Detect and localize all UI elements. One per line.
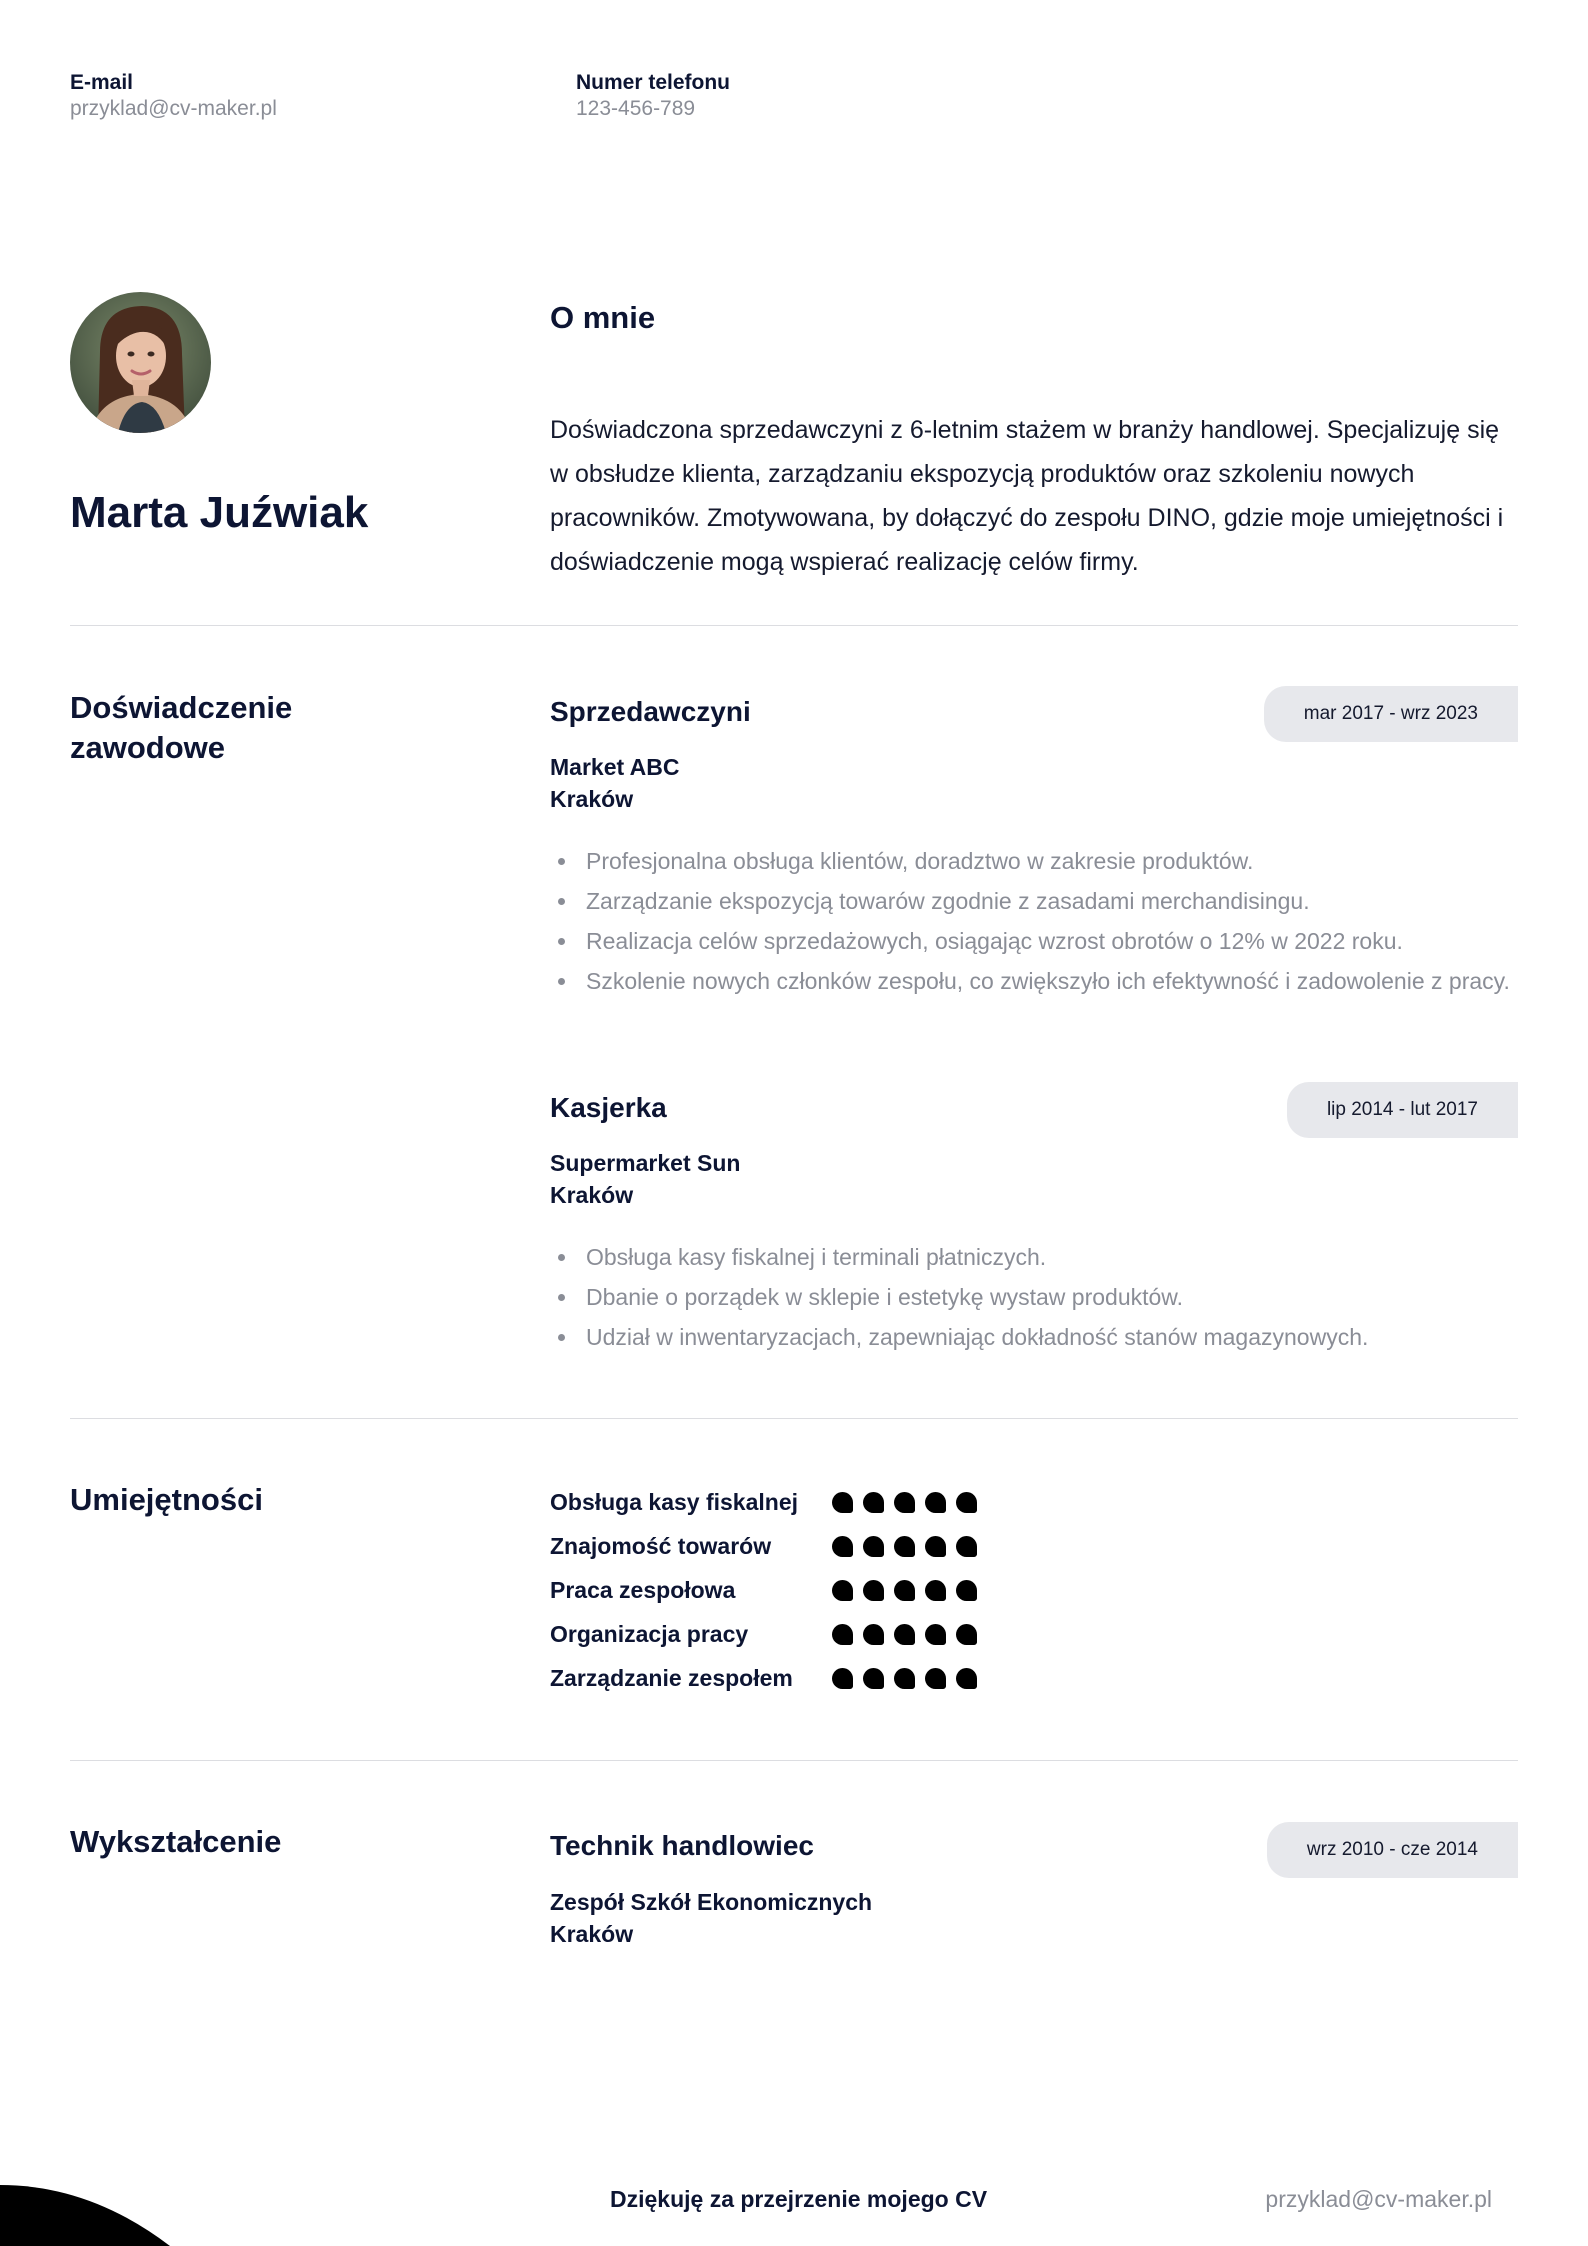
section-divider (70, 1760, 1518, 1761)
degree-title: Technik handlowiec (550, 1830, 814, 1861)
skill-dot (894, 1624, 915, 1645)
job-company (550, 1147, 740, 1211)
skill-row (550, 1656, 977, 1700)
skill-rating (832, 1624, 977, 1645)
skill-dot (832, 1536, 853, 1557)
list-item: Udział w inwentaryzacjach, zapewniając dokładność stanów magazynowych. (586, 1317, 1526, 1357)
school-city: Kraków (550, 1921, 634, 1947)
skill-rating (832, 1580, 977, 1601)
school-name: Zespół Szkół Ekonomicznych (550, 1889, 873, 1915)
skills-list (550, 1480, 977, 1700)
candidate-name: Marta Juźwiak (70, 488, 369, 537)
skill-dot (925, 1580, 946, 1601)
decorative-blob (0, 2185, 170, 2246)
experience-heading (70, 688, 292, 768)
about-text: Doświadczona sprzedawczyni z 6-letnim stażem w branży handlowej. Specjalizuję się w obsłudze klienta, zarządzaniu ekspozycją produktów oraz szkoleniu nowych pracowników. Zmotywowana, by dołączyć do zespołu DINO, gdzie moje umiejętności i doświadczenie mogą wspierać realizację celów firmy. (550, 416, 1504, 576)
skill-name: Znajomość towarów (550, 1532, 772, 1559)
list-item: Obsługa kasy fiskalnej i terminali płatniczych. (586, 1237, 1526, 1277)
school-info (550, 1886, 872, 1950)
skill-rating (832, 1668, 977, 1689)
list-item: Szkolenie nowych członków zespołu, co zwiększyło ich efektywność i zadowolenie z pracy. (586, 961, 1526, 1001)
skill-dot (894, 1580, 915, 1601)
skills-heading: Umiejętności (70, 1482, 263, 1517)
skill-name: Organizacja pracy (550, 1620, 749, 1647)
section-divider (70, 1418, 1518, 1419)
list-item: Realizacja celów sprzedażowych, osiągając wzrost obrotów o 12% w 2022 roku. (586, 921, 1526, 961)
job-duties-list (550, 1237, 1526, 1357)
skill-dot (863, 1580, 884, 1601)
skill-dot (863, 1492, 884, 1513)
skill-dot (832, 1580, 853, 1601)
phone-label: Numer telefonu (576, 71, 731, 94)
list-item: Profesjonalna obsługa klientów, doradztwo w zakresie produktów. (586, 841, 1526, 881)
experience-heading-line1: Doświadczenie (70, 690, 293, 725)
skill-dot (894, 1492, 915, 1513)
email-block (70, 70, 277, 122)
email-value[interactable]: przyklad@cv-maker.pl (70, 97, 277, 120)
skill-rating (832, 1536, 977, 1557)
skill-dot (956, 1668, 977, 1689)
skill-rating (832, 1492, 977, 1513)
education-heading: Wykształcenie (70, 1824, 282, 1859)
skill-dot (832, 1624, 853, 1645)
portrait-photo (70, 292, 211, 433)
list-item: Dbanie o porządek w sklepie i estetykę wystaw produktów. (586, 1277, 1526, 1317)
skill-row (550, 1480, 977, 1524)
skill-dot (925, 1536, 946, 1557)
skill-dot (863, 1668, 884, 1689)
skill-dot (832, 1668, 853, 1689)
phone-value[interactable]: 123-456-789 (576, 97, 696, 120)
skill-dot (863, 1624, 884, 1645)
job-duties-list (550, 841, 1526, 1001)
list-item: Zarządzanie ekspozycją towarów zgodnie z zasadami merchandisingu. (586, 881, 1526, 921)
education-date-badge: wrz 2010 - cze 2014 (1267, 1822, 1518, 1878)
skill-dot (832, 1492, 853, 1513)
skill-name: Zarządzanie zespołem (550, 1664, 793, 1691)
experience-heading-line2: zawodowe (70, 730, 226, 765)
skill-dot (863, 1536, 884, 1557)
skill-dot (894, 1536, 915, 1557)
skill-row (550, 1612, 977, 1656)
job-company (550, 751, 680, 815)
section-divider (70, 625, 1518, 626)
job-title: Sprzedawczyni (550, 696, 751, 727)
skill-dot (925, 1624, 946, 1645)
job-title: Kasjerka (550, 1092, 667, 1123)
skill-name: Obsługa kasy fiskalnej (550, 1488, 799, 1515)
company-city: Kraków (550, 1182, 634, 1208)
footer-thanks: Dziękuję za przejrzenie mojego CV (610, 2186, 988, 2212)
skill-dot (956, 1624, 977, 1645)
company-city: Kraków (550, 786, 634, 812)
skill-dot (925, 1668, 946, 1689)
skill-dot (894, 1668, 915, 1689)
job-date-badge: lip 2014 - lut 2017 (1287, 1082, 1518, 1138)
skill-dot (956, 1580, 977, 1601)
job-date-badge: mar 2017 - wrz 2023 (1264, 686, 1518, 742)
company-name: Market ABC (550, 754, 680, 780)
skill-dot (925, 1492, 946, 1513)
avatar (70, 292, 211, 433)
skill-row (550, 1568, 977, 1612)
footer-email[interactable]: przyklad@cv-maker.pl (1265, 2186, 1492, 2212)
skill-row (550, 1524, 977, 1568)
skill-dot (956, 1492, 977, 1513)
skill-name: Praca zespołowa (550, 1576, 736, 1603)
phone-block (576, 70, 730, 122)
about-heading: O mnie (550, 300, 656, 335)
email-label: E-mail (70, 71, 134, 94)
skill-dot (956, 1536, 977, 1557)
company-name: Supermarket Sun (550, 1150, 741, 1176)
